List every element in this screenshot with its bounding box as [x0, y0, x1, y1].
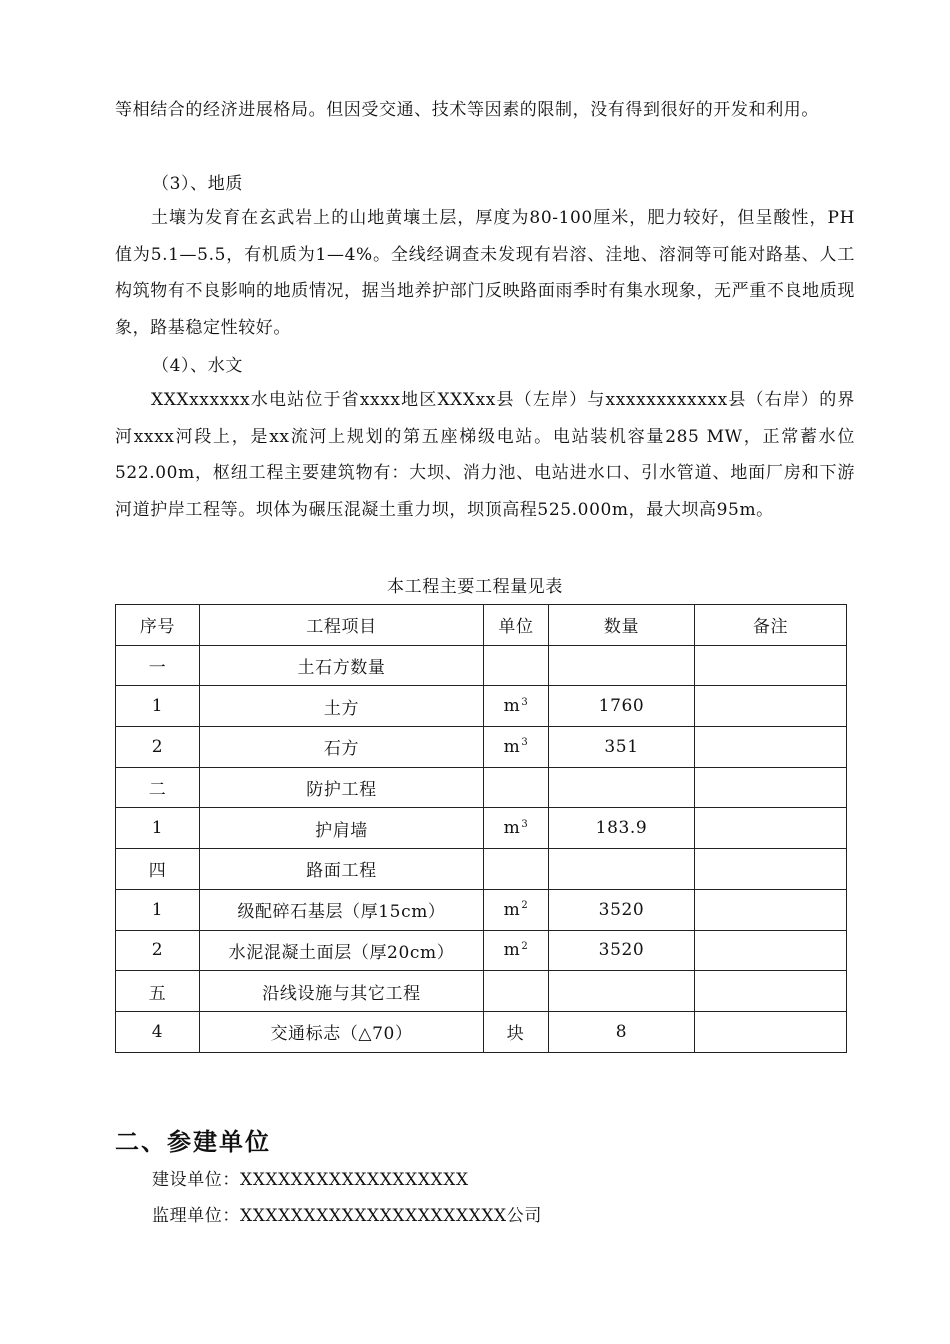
cell-item: 土方: [200, 686, 484, 727]
cell-unit: $m^3$: [484, 727, 549, 768]
cell-no: 1: [116, 889, 200, 930]
cell-no: 2: [116, 930, 200, 971]
cell-unit: [484, 645, 549, 686]
cell-qty: 183.9: [549, 808, 695, 849]
cell-note: [695, 889, 847, 930]
quantity-table: [115, 604, 847, 1053]
table-header-row: [116, 605, 847, 646]
cell-no: 1: [116, 808, 200, 849]
cell-note: [695, 808, 847, 849]
cell-note: [695, 1011, 847, 1052]
cell-unit: $m^3$: [484, 808, 549, 849]
cell-unit: [484, 767, 549, 808]
cell-qty: [549, 971, 695, 1012]
cell-qty: [549, 849, 695, 890]
cell-item: 石方: [200, 727, 484, 768]
cell-qty: 8: [549, 1011, 695, 1052]
cell-qty: 1760: [549, 686, 695, 727]
cell-no: 五: [116, 971, 200, 1012]
cell-no: 一: [116, 645, 200, 686]
cell-note: [695, 686, 847, 727]
paragraph-geology: 土壤为发育在玄武岩上的山地黄壤土层，厚度为80-100厘米，肥力较好，但呈酸性，PH值为5.1—5.5，有机质为1—4%。全线经调查未发现有岩溶、洼地、溶洞等可能对路基、人工构筑物有不良影响的地质情况，据当地养护部门反映路面雨季时有集水现象，无严重不良地质现象，路基稳定性较好。: [115, 208, 855, 338]
cell-item: 路面工程: [200, 849, 484, 890]
cell-item: 级配碎石基层（厚15cm）: [200, 889, 484, 930]
cell-note: [695, 727, 847, 768]
cell-unit: [484, 849, 549, 890]
cell-no: 4: [116, 1011, 200, 1052]
cell-qty: 3520: [549, 889, 695, 930]
cell-item: 沿线设施与其它工程: [200, 971, 484, 1012]
cell-note: [695, 849, 847, 890]
cell-item: 交通标志（△70）: [200, 1011, 484, 1052]
heading-hydrology: （4）、水文: [152, 356, 243, 376]
table-row: [116, 808, 847, 849]
cell-item: 护肩墙: [200, 808, 484, 849]
cell-no: 四: [116, 849, 200, 890]
table-row: [116, 930, 847, 971]
cell-unit: $m^3$: [484, 686, 549, 727]
table-row: [116, 727, 847, 768]
cell-no: 2: [116, 727, 200, 768]
cell-no: 二: [116, 767, 200, 808]
header-note: 备注: [695, 605, 847, 646]
table-row: [116, 686, 847, 727]
table-row: [116, 1011, 847, 1052]
header-no: 序号: [116, 605, 200, 646]
table-row: [116, 767, 847, 808]
cell-unit: $m^2$: [484, 930, 549, 971]
table-row: [116, 849, 847, 890]
cell-note: [695, 930, 847, 971]
cell-unit: $m^2$: [484, 889, 549, 930]
cell-note: [695, 645, 847, 686]
cell-note: [695, 971, 847, 1012]
cell-note: [695, 767, 847, 808]
supervisor-line: 监理单位：XXXXXXXXXXXXXXXXXXXXX公司: [152, 1206, 542, 1226]
paragraph-economy: 等相结合的经济进展格局。但因受交通、技术等因素的限制，没有得到很好的开发和利用。: [115, 100, 819, 120]
section-heading-participants: 二、参建单位: [115, 1127, 271, 1156]
cell-unit: [484, 971, 549, 1012]
header-qty: 数量: [549, 605, 695, 646]
cell-item: 水泥混凝土面层（厚20cm）: [200, 930, 484, 971]
cell-qty: [549, 645, 695, 686]
header-item: 工程项目: [200, 605, 484, 646]
cell-qty: [549, 767, 695, 808]
cell-item: 防护工程: [200, 767, 484, 808]
cell-unit: 块: [484, 1011, 549, 1052]
table-caption: 本工程主要工程量见表: [387, 577, 563, 597]
cell-item: 土石方数量: [200, 645, 484, 686]
cell-qty: 3520: [549, 930, 695, 971]
paragraph-hydrology: XXXxxxxxx水电站位于省xxxx地区XXXxx县（左岸）与xxxxxxxxxxxx县（右岸）的界河xxxx河段上，是xx流河上规划的第五座梯级电站。电站装机容量285 MW，正常蓄水位522.00m，枢纽工程主要建筑物有：大坝、消力池、电站进水口、引水管道、地面厂房和下游河道护岸工程等。坝体为碾压混凝土重力坝，坝顶高程525.000m，最大坝高95m。: [115, 390, 855, 520]
table-row: [116, 889, 847, 930]
cell-no: 1: [116, 686, 200, 727]
heading-geology: （3）、地质: [152, 174, 243, 194]
header-unit: 单位: [484, 605, 549, 646]
builder-line: 建设单位：XXXXXXXXXXXXXXXXXX: [152, 1170, 469, 1190]
table-row: [116, 971, 847, 1012]
cell-qty: 351: [549, 727, 695, 768]
table-row: [116, 645, 847, 686]
